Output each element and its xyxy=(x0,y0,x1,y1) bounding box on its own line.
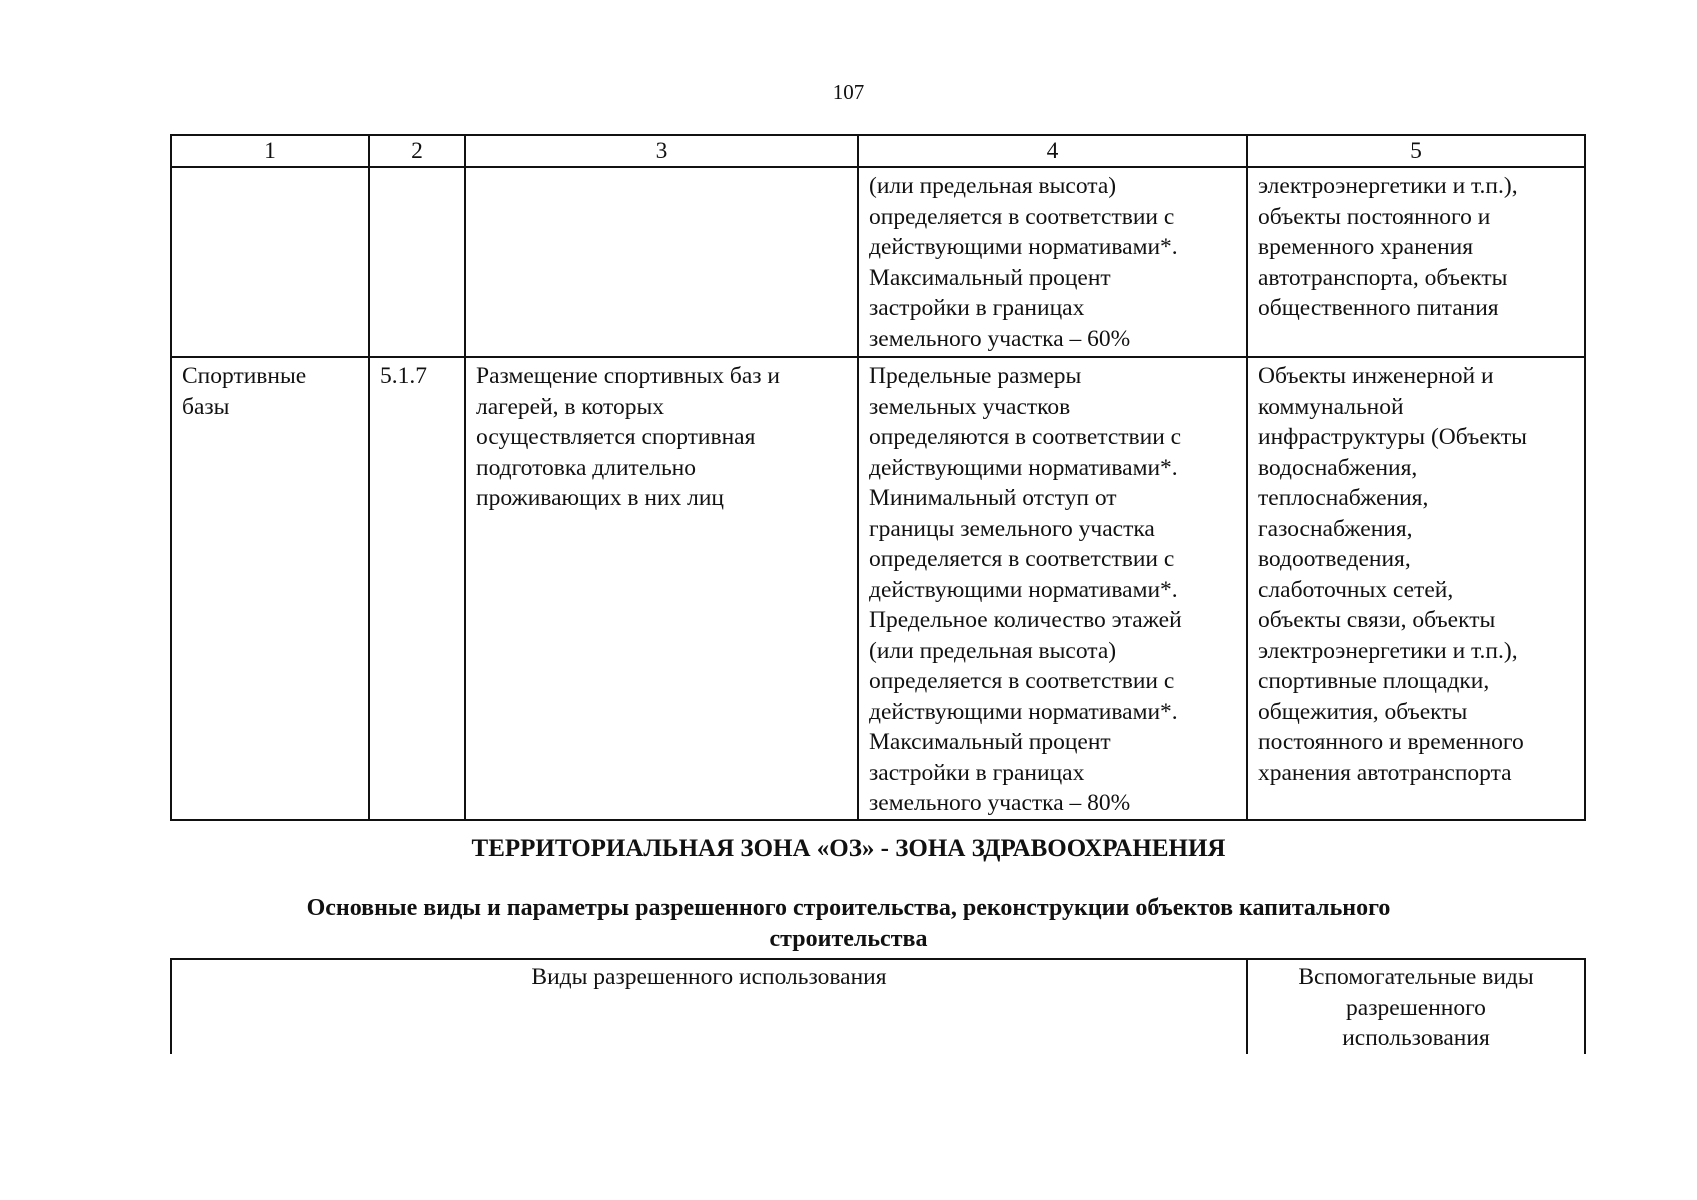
table-row xyxy=(171,167,1585,357)
column-number-3: 3 xyxy=(465,135,858,167)
cell-use-code: 5.1.7 xyxy=(369,357,465,820)
column-number-2: 2 xyxy=(369,135,465,167)
cell-use-name xyxy=(171,167,369,357)
zone-title: ТЕРРИТОРИАЛЬНАЯ ЗОНА «ОЗ» - ЗОНА ЗДРАВООХРАНЕНИЯ xyxy=(471,835,1226,862)
cell-auxiliary-uses: электроэнергетики и т.п.), объекты постоянного и временного хранения автотранспорта, объекты общественного питания xyxy=(1247,167,1585,357)
zone-table xyxy=(170,958,1586,1054)
table-row xyxy=(171,357,1585,820)
page-number: 107 xyxy=(832,80,865,104)
section-subtitle: Основные виды и параметры разрешенного строительства, реконструкции объектов капитального строительства xyxy=(306,895,1391,952)
column-number-5: 5 xyxy=(1247,135,1585,167)
header-permitted-uses: Виды разрешенного использования xyxy=(171,959,1247,1054)
cell-use-description xyxy=(465,167,858,357)
cell-parameters: (или предельная высота) определяется в соответствии с действующими нормативами*. Максимальный процент застройки в границах земельного участка – 60% xyxy=(858,167,1247,357)
column-number-4: 4 xyxy=(858,135,1247,167)
column-number-1: 1 xyxy=(171,135,369,167)
cell-auxiliary-uses: Объекты инженерной и коммунальной инфраструктуры (Объекты водоснабжения, теплоснабжения, газоснабжения, водоотведения, слаботочных сетей, объекты связи, объекты электроэнергетики и т.п.), спортивные площадки, общежития, объекты постоянного и временного хранения автотранспорта xyxy=(1247,357,1585,820)
table-header-row xyxy=(171,135,1585,167)
cell-use-description: Размещение спортивных баз и лагерей, в которых осуществляется спортивная подготовка длительно проживающих в них лиц xyxy=(465,357,858,820)
zone-table-header-row xyxy=(171,959,1585,1054)
cell-use-code xyxy=(369,167,465,357)
cell-parameters: Предельные размеры земельных участков определяются в соответствии с действующими нормативами*. Минимальный отступ от границы земельного участка определяется в соответствии с действующими нормативами*. Предельное количество этажей (или предельная высота) определяется в соответствии с действующими нормативами*. Максимальный процент застройки в границах земельного участка – 80% xyxy=(858,357,1247,820)
cell-use-name: Спортивные базы xyxy=(171,357,369,820)
header-auxiliary-uses: Вспомогательные виды разрешенного использования xyxy=(1247,959,1585,1054)
main-table xyxy=(170,134,1586,821)
